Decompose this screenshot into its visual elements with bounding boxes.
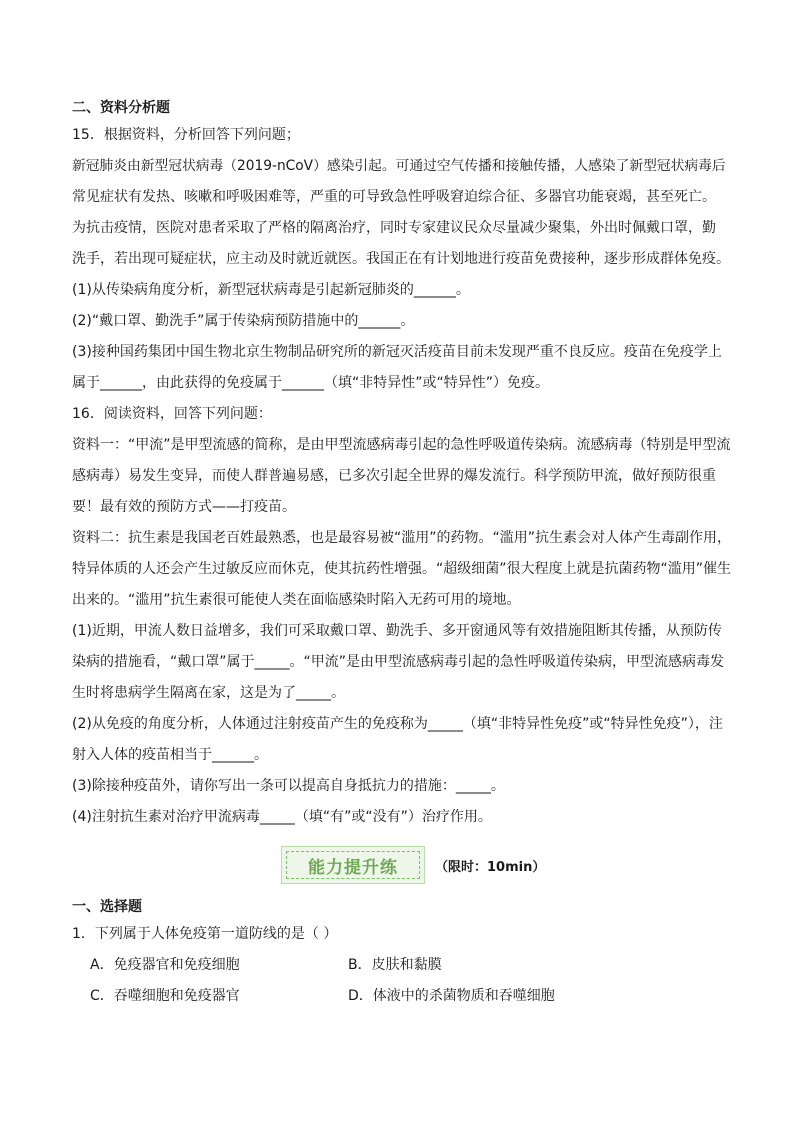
q16-material1-line-1: 资料一：“甲流”是甲型流感的简称，是由甲型流感病毒引起的急性呼吸道传染病。流感病毒（特别是甲型流 [72,437,731,453]
q1-option-a: A．免疫器官和免疫细胞 [90,957,240,973]
q1-option-c: C．吞噬细胞和免疫器官 [90,988,240,1004]
section-heading-choice: 一、选择题 [72,899,142,915]
q16-sub1-line-3: 生时将患病学生隔离在家，这是为了_____。 [72,685,345,701]
q1-option-b: B．皮肤和黏膜 [348,957,442,973]
q16-sub4: (4)注射抗生素对治疗甲流病毒_____（填“有”或“没有”）治疗作用。 [72,809,492,825]
q16-material1-line-2: 感病毒）易发生变异，而使人群普遍易感，已多次引起全世界的爆发流行。科学预防甲流，做好预防很重 [72,468,716,484]
q16-stem: 16．阅读资料，回答下列问题： [72,406,272,422]
banner-title: 能力提升练 [286,851,420,879]
q16-material2-line-2: 特异体质的人还会产生过敏反应而休克，使其抗药性增强。“超级细菌”很大程度上就是抗菌药物“滥用”催生 [72,561,732,577]
q15-material-line-3: 为抗击疫情，医院对患者采取了严格的隔离治疗，同时专家建议民众尽量减少聚集，外出时佩戴口罩，勤 [72,220,716,236]
banner-time-limit: （限时：10min） [435,860,546,875]
q1-stem: 1．下列属于人体免疫第一道防线的是（ ） [72,926,338,942]
q15-material-line-4: 洗手，若出现可疑症状，应主动及时就近就医。我国正在有计划地进行疫苗免费接种，逐步形成群体免疫。 [72,251,730,267]
q15-sub3-line-1: (3)接种国药集团中国生物北京生物制品研究所的新冠灭活疫苗目前未发现严重不良反应。疫苗在免疫学上 [72,344,722,360]
section-heading-analysis: 二、资料分析题 [72,100,170,116]
q15-stem: 15．根据资料，分析回答下列问题； [72,127,300,143]
q15-material-line-1: 新冠肺炎由新型冠状病毒（2019-nCoV）感染引起。可通过空气传播和接触传播，人感染了新型冠状病毒后 [72,158,726,174]
q16-sub2-line-2: 射入人体的疫苗相当于______。 [72,747,268,763]
q16-sub1-line-1: (1)近期，甲流人数日益增多，我们可采取戴口罩、勤洗手、多开窗通风等有效措施阻断其传播，从预防传 [72,623,722,639]
q16-material2-line-1: 资料二：抗生素是我国老百姓最熟悉，也是最容易被“滥用”的药物。“滥用”抗生素会对人体产生毒副作用， [72,530,732,546]
q16-material1-line-3: 要！最有效的预防方式——打疫苗。 [72,499,296,515]
q16-sub3: (3)除接种疫苗外，请你写出一条可以提高自身抵抗力的措施：_____。 [72,778,505,794]
q16-sub1-line-2: 染病的措施看，“戴口罩”属于_____。“甲流”是由甲型流感病毒引起的急性呼吸道传染病，甲型流感病毒发 [72,654,725,670]
banner-box [281,846,425,884]
q15-sub2: (2)“戴口罩、勤洗手”属于传染病预防措施中的______。 [72,313,415,329]
q1-option-d: D．体液中的杀菌物质和吞噬细胞 [348,988,555,1004]
q15-material-line-2: 常见症状有发热、咳嗽和呼吸困难等，严重的可导致急性呼吸窘迫综合征、多器官功能衰竭，甚至死亡。 [72,189,716,205]
q15-sub1: (1)从传染病角度分析，新型冠状病毒是引起新冠肺炎的______。 [72,282,470,298]
q15-sub3-line-2: 属于______，由此获得的免疫属于______（填“非特异性”或“特异性”）免疫。 [72,375,550,391]
q16-material2-line-3: 出来的。“滥用”抗生素很可能使人类在面临感染时陷入无药可用的境地。 [72,592,521,608]
q16-sub2-line-1: (2)从免疫的角度分析，人体通过注射疫苗产生的免疫称为_____（填“非特异性免疫”或“特异性免疫”），注 [72,716,723,732]
ability-practice-banner [281,846,551,886]
